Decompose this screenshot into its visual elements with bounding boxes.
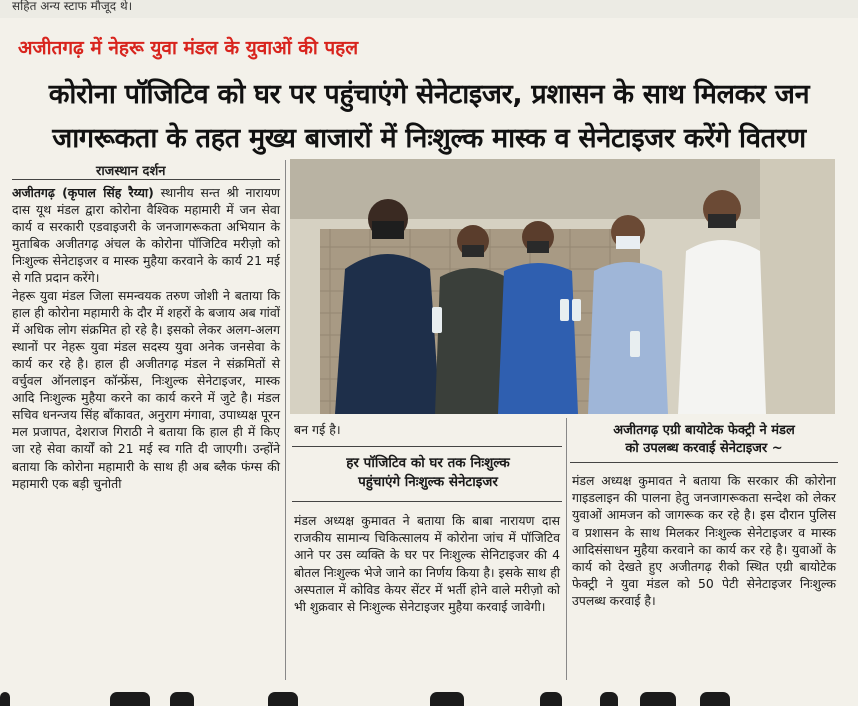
right-subheading-line-1: अजीतगढ़ एग्री बायोटेक फेक्ट्री ने मंडल [613, 423, 795, 438]
byline-rule [12, 179, 280, 180]
kicker-headline: अजीतगढ़ में नेहरू युवा मंडल के युवाओं की पहल [18, 37, 359, 59]
carry-over-text: बन गई है। [294, 422, 341, 437]
right-subhead-rule [570, 462, 838, 463]
middle-subheading-line-2: पहुंचाएंगे निःशुल्क सेनेटाइजर [358, 474, 498, 490]
byline: राजस्थान दर्शन [96, 164, 166, 179]
subhead-top-rule [292, 446, 562, 447]
right-column-text: मंडल अध्यक्ष कुमावत ने बताया कि सरकार की कोरोना गाइडलाइन की पालना हेतु जनजागरूकता सन्देश को लेकर युवाओं आमजन को जागरूक कर रहे है। इस दौरान पुलिस व प्रशासन के साथ मिलकर निःशुल्क सेनेटाइजर व मास्क आदिसंसाधन मुहैया करवाने का कार्य कर रहे है। युवाओं के कार्य को देखते हुए अजीतगढ़ रीको स्थित एग्री बायोटेक फेक्ट्री ने युवा मंडल को 50 पेटी सेनेटाइजर निःशुल्क उपलब्ध करवाई है। [572, 473, 836, 609]
middle-subheading [292, 454, 564, 492]
column-divider-right [566, 418, 567, 680]
middle-column-text: मंडल अध्यक्ष कुमावत ने बताया कि बाबा नारायण दास राजकीय सामान्य चिकित्सालय में कोरोना जांच में पॉजिटिव आने पर उस व्यक्ति के घर पर निःशुल्क सेनिटाइजर की 4 बोतल निःशुल्क भेजे जाने का निर्णय किया है। इसके साथ ही अस्पताल में कोविड केयर सेंटर में भर्ती होने वाले मरीज़ो को भी शुक्रवार से निःशुल्क सेनेटाइजर मुहैया करवाई जावेगी। [294, 513, 560, 615]
main-headline-line-1: कोरोना पॉजिटिव को घर पर पहुंचाएंगे सेनेटाइजर, प्रशासन के साथ मिलकर जन [48, 79, 810, 110]
column-divider-left [285, 160, 286, 680]
right-subheading [570, 422, 838, 458]
main-headline-line-2: जागरूकता के तहत मुख्य बाजारों में निःशुल्क मास्क व सेनेटाइजर करेंगे वितरण [52, 123, 806, 154]
left-column-article [12, 184, 280, 492]
dateline: अजीतगढ़ (कृपाल सिंह रैय्या) [12, 185, 154, 200]
right-subheading-line-2: को उपलब्ध करवाई सेनेटाइजर ~ [625, 441, 783, 456]
previous-article-text: सहित अन्य स्टाफ मौजूद थे। [12, 0, 133, 13]
previous-article-strip [0, 0, 858, 18]
news-photo [290, 159, 835, 414]
lead-text: स्थानीय सन्त श्री नारायण दास यूथ मंडल द्वारा कोरोना वैश्विक महामारी में जन सेवा कार्य व सरकारी एडवाइजरी के जनजागरूकता अभियान के मुताबिक अजीतगढ़ अंचल के कोरोना पॉजिटिव मरीज़ो को निःशुल्क सेनेटाइजर व मास्क मुहैया करवाने के कार्य 21 मई से गति प्रदान करेंगे। [12, 185, 280, 286]
group-photo-illustration [290, 159, 835, 414]
next-headline-cutoff [0, 690, 858, 706]
middle-subheading-line-1: हर पॉजिटिव को घर तक निःशुल्क [346, 455, 510, 471]
body-paragraph: नेहरू युवा मंडल जिला समन्वयक तरुण जोशी ने बताया कि हाल ही कोरोना महामारी के दौर में शहरों के बजाय अब गांवों में अधिक लोग संक्रमित हो रहे है। इसको लेकर अलग-अलग स्थानों पर नेहरू युवा मंडल सदस्य युवा अनेक जनसेवा के कार्य कर रहे है। हाल ही अजीतगढ़ मंडल ने संक्रमितों से वर्चुवल ऑनलाइन कॉन्फ्रेंस, निःशुल्क सेनेटाइजर, मास्क आदि निःशुल्क मुहैया करने का कार्य करने में जुटे है। मंडल सचिव धनन्जय सिंह बाँकावत, अनुराग मंगावा, उपाध्यक्ष पूरन मल प्रजापत, देशराज गिराठी ने बताया कि हाल ही में किए जा रहे सेवा कार्यों को 21 मई स्व गति दी जाएगी। उन्होंने बताया कि कोरोना महामारी के साथ ही अब ब्लैक फंग्स की महामारी एक बड़ी चुनोती [12, 287, 280, 491]
lead-paragraph [12, 184, 280, 287]
subhead-bottom-rule [292, 501, 562, 502]
